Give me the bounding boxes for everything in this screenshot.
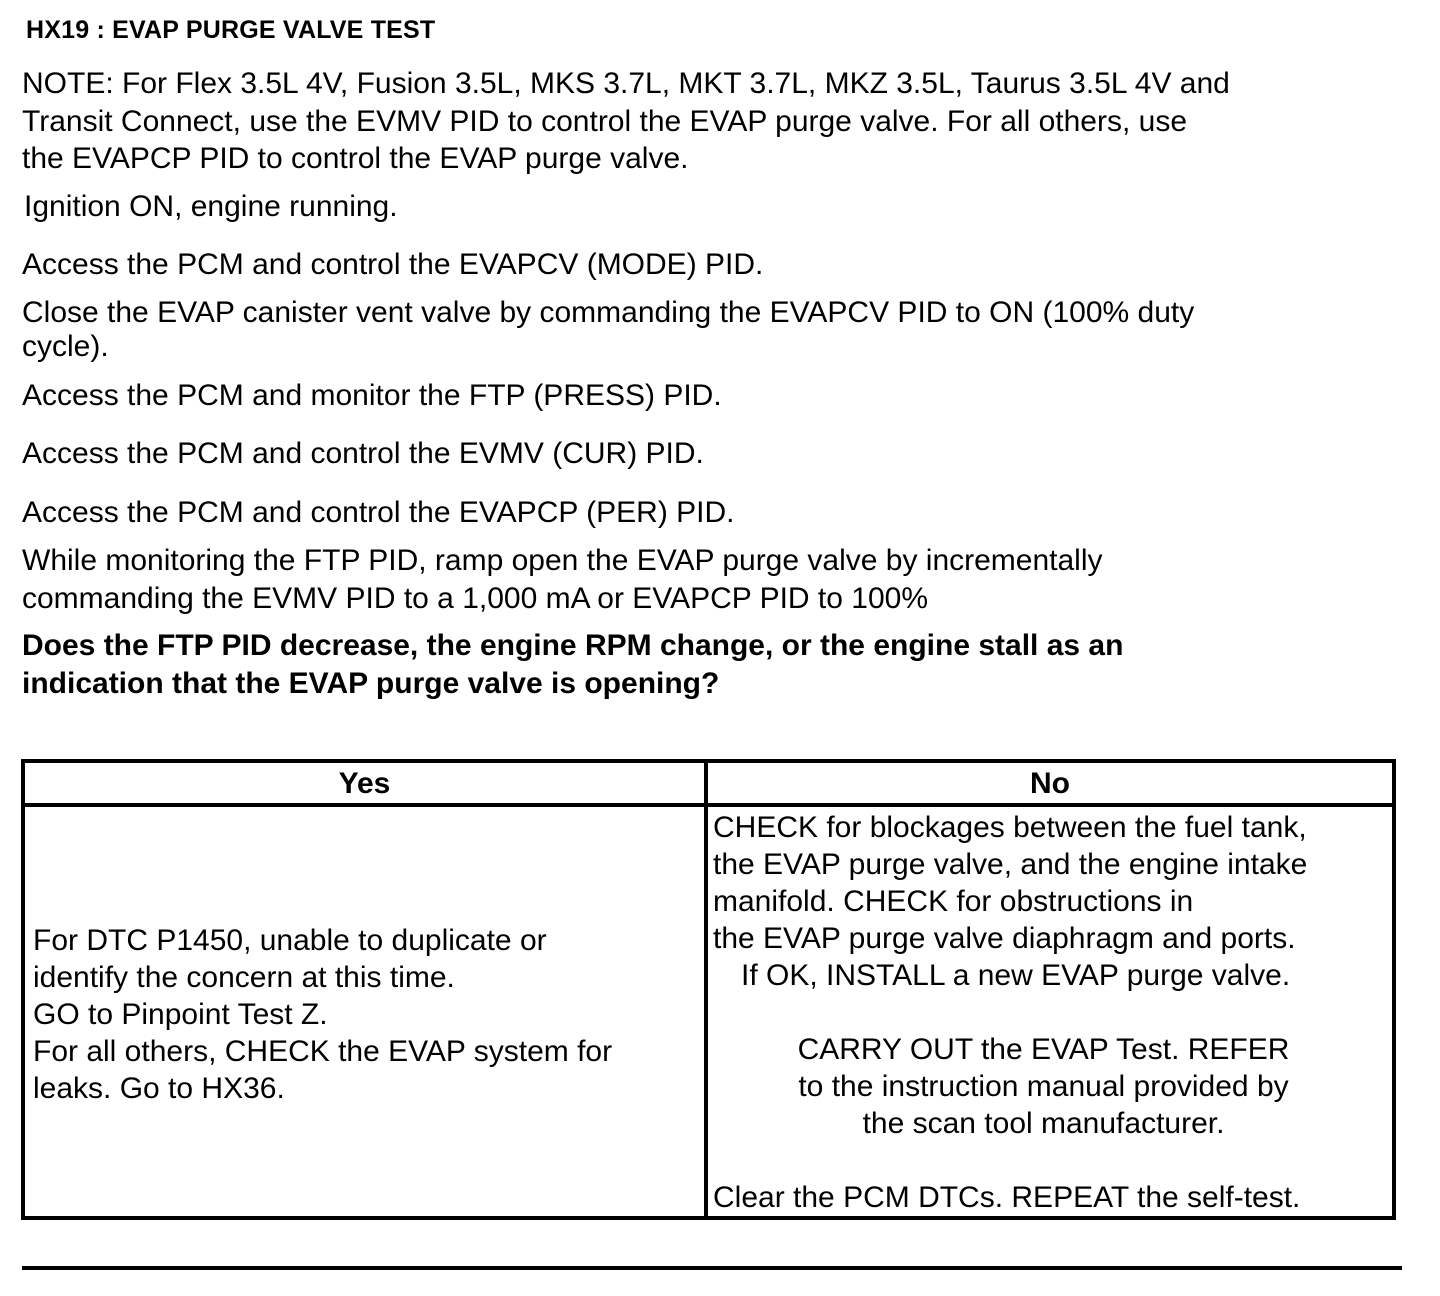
page-title: HX19 : EVAP PURGE VALVE TEST — [26, 16, 436, 44]
table-row — [23, 805, 1394, 1218]
step-line: Close the EVAP canister vent valve by commanding the EVAPCV PID to ON (100% duty — [22, 296, 1195, 329]
table-header-row — [23, 761, 1394, 805]
test-question — [22, 627, 1123, 702]
spacer — [713, 994, 1392, 1031]
note-line: the EVAPCP PID to control the EVAP purge valve. — [22, 142, 689, 175]
no-line: Clear the PCM DTCs. REPEAT the self-test. — [713, 1181, 1301, 1214]
note-line: Transit Connect, use the EVMV PID to control the EVAP purge valve. For all others, use — [22, 104, 1188, 138]
question-line: Does the FTP PID decrease, the engine RPM change, or the engine stall as an — [22, 629, 1124, 662]
yes-line: GO to Pinpoint Test Z. — [33, 998, 328, 1031]
bottom-divider — [22, 1266, 1402, 1270]
step-monitor-ftp: Access the PCM and monitor the FTP (PRESS) PID. — [22, 379, 722, 412]
step-line: While monitoring the FTP PID, ramp open the EVAP purge valve by incrementally — [22, 544, 1103, 577]
no-cell — [706, 805, 1394, 1218]
step-line: commanding the EVMV PID to a 1,000 mA or EVAPCP PID to 100% — [22, 581, 929, 615]
yes-cell — [23, 805, 706, 1218]
step-ramp-purge-valve — [22, 542, 1103, 617]
no-header: No — [706, 761, 1394, 805]
yes-line: identify the concern at this time. — [33, 961, 455, 994]
no-line: If OK, INSTALL a new EVAP purge valve. — [741, 959, 1291, 992]
yes-line: For DTC P1450, unable to duplicate or — [33, 924, 547, 957]
step-close-vent-valve — [22, 294, 1194, 365]
note-line: NOTE: For Flex 3.5L 4V, Fusion 3.5L, MKS 3.7L, MKT 3.7L, MKZ 3.5L, Taurus 3.5L 4V and — [22, 67, 1230, 100]
step-ignition: Ignition ON, engine running. — [24, 190, 398, 223]
no-line: CARRY OUT the EVAP Test. REFER — [797, 1033, 1290, 1066]
yes-line: leaks. Go to HX36. — [33, 1072, 285, 1105]
yes-header: Yes — [23, 761, 706, 805]
spacer — [713, 1142, 1392, 1179]
step-access-evapcv: Access the PCM and control the EVAPCV (MODE) PID. — [22, 248, 764, 281]
no-line: the EVAP purge valve diaphragm and ports. — [713, 922, 1296, 955]
no-line: to the instruction manual provided by — [798, 1070, 1289, 1103]
step-line: cycle). — [22, 329, 109, 363]
result-table — [21, 759, 1396, 1220]
no-line: the scan tool manufacturer. — [862, 1107, 1225, 1140]
no-line: CHECK for blockages between the fuel tank, — [713, 811, 1307, 844]
note-paragraph — [22, 65, 1230, 178]
step-control-evmv: Access the PCM and control the EVMV (CUR) PID. — [22, 437, 704, 470]
step-control-evapcp: Access the PCM and control the EVAPCP (PER) PID. — [22, 496, 735, 529]
question-line: indication that the EVAP purge valve is opening? — [22, 666, 720, 700]
yes-line: For all others, CHECK the EVAP system for — [33, 1035, 613, 1068]
no-line: manifold. CHECK for obstructions in — [713, 885, 1194, 918]
no-line: the EVAP purge valve, and the engine intake — [713, 848, 1308, 881]
